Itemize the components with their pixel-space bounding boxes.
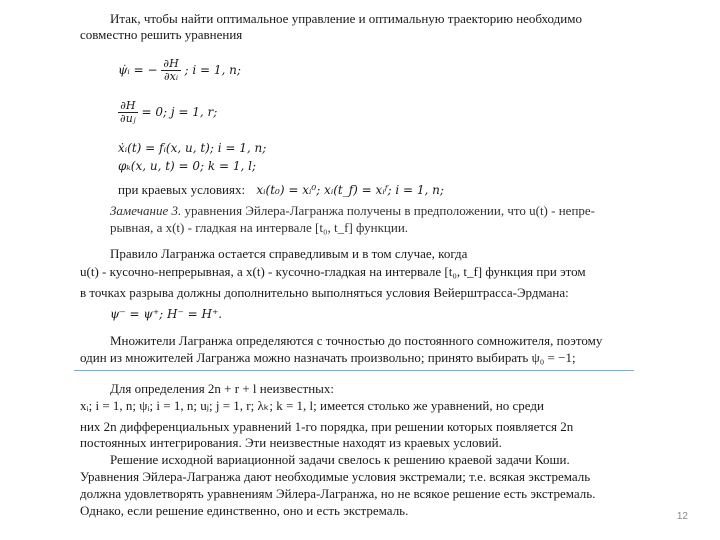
boundary-conditions: при краевых условиях: xᵢ(t₀) = xᵢ⁰; xᵢ(t_f) = xᵢᶠ; i = 1, n;	[118, 182, 444, 197]
equation-constraint: φₖ(x, u, t) = 0; k = 1, l;	[118, 159, 256, 173]
remark-line-1: Замечание 3. уравнения Эйлера-Лагранжа получены в предположении, что u(t) - непре-	[110, 203, 595, 218]
unknowns-line-1: Для определения 2n + r + l неизвестных:	[110, 381, 335, 396]
equation-state: ẋᵢ(t) = fᵢ(x, u, t); i = 1, n;	[118, 141, 267, 155]
equation-stationarity: $\frac{\partial H}{\text{∂uⱼ}}$ = 0; j = 1, r;	[120, 99, 218, 125]
fraction-dh-du: $\frac{\partial H}{\text{∂uⱼ}}$	[120, 99, 136, 125]
conclusion-line-1: Решение исходной вариационной задачи свелось к решению краевой задачи Коши.	[110, 452, 570, 467]
page-number: 12	[676, 511, 688, 522]
multipliers-line-1: Множители Лагранжа определяются с точностью до постоянного сомножителя, поэтому	[110, 333, 603, 348]
intro-line-1: Итак, чтобы найти оптимальное управление и оптимальную траекторию необходимо	[110, 11, 582, 26]
conclusion-line-2: Уравнения Эйлера-Лагранжа дают необходимые условия экстремали; т.е. всякая экстремаль	[80, 469, 591, 484]
unknowns-line-2: xᵢ; i = 1, n; ψᵢ; i = 1, n; uⱼ; j = 1, r; λₖ; k = 1, l; имеется столько же уравнений, но среди	[80, 398, 544, 413]
lagrange-rule-line-2: u(t) - кусочно-непрерывная, а x(t) - кусочно-гладкая на интервале [t₀, t_f] функция при этом	[80, 264, 586, 279]
conclusion-line-4: Однако, если решение единственно, оно и есть экстремаль.	[80, 503, 409, 518]
section-divider	[74, 370, 634, 371]
fraction-dh-dx: $\frac{\partial H}{\text{∂xᵢ}}$	[163, 57, 179, 83]
equation-weierstrass-erdmann: ψ⁻ = ψ⁺; H⁻ = H⁺.	[110, 307, 223, 321]
unknowns-line-3: них 2n дифференциальных уравнений 1-го порядка, при решении которых появляется 2n	[80, 419, 574, 434]
lagrange-rule-line-3: в точках разрыва должны дополнительно выполняться условия Вейерштрасса-Эрдмана:	[80, 285, 569, 300]
multipliers-line-2: один из множителей Лагранжа можно назначать произвольно; принято выбирать ψ₀ = −1;	[80, 350, 576, 365]
conclusion-line-3: должна удовлетворять уравнениям Эйлера-Лагранжа, но не всякое решение есть экстремаль.	[80, 486, 596, 501]
remark-line-2: рывная, а x(t) - гладкая на интервале [t₀, t_f] функции.	[110, 220, 409, 235]
lagrange-rule-line-1: Правило Лагранжа остается справедливым и в том случае, когда	[110, 246, 468, 261]
intro-line-2: совместно решить уравнения	[80, 27, 243, 42]
unknowns-line-4: постоянных интегрирования. Эти неизвестные находят из краевых условий.	[80, 435, 502, 450]
equation-costate: ψ̇ᵢ = − $\frac{\partial H}{\text{∂xᵢ}}$ ; i = 1, n;	[118, 57, 241, 83]
